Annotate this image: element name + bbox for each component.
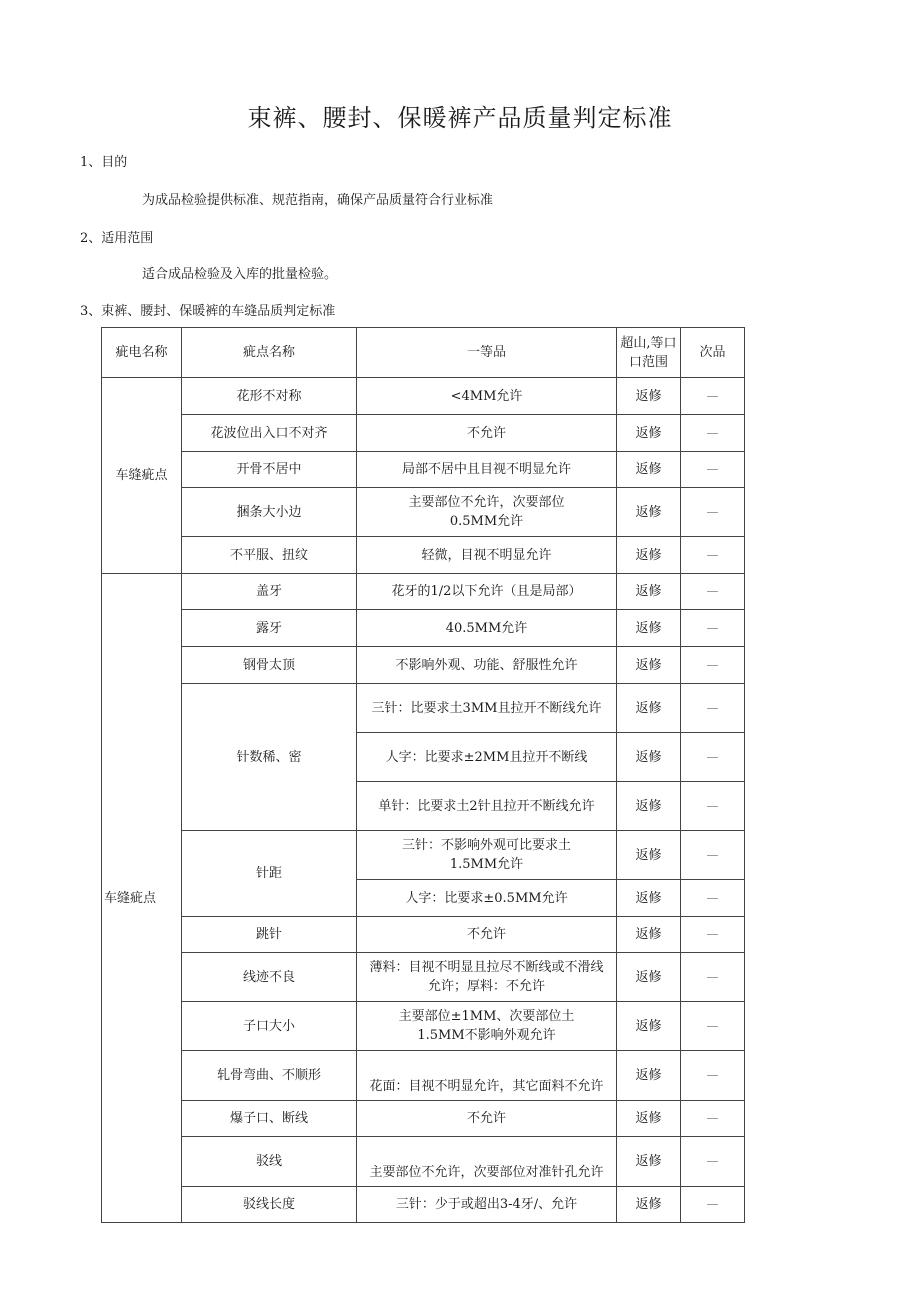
defect-name: 钢骨太顶 <box>182 647 357 684</box>
table-row <box>102 831 745 880</box>
defect-cell: — <box>681 733 745 782</box>
first-grade-standard: 三针：少于或超出3-4牙/、允许 <box>357 1187 617 1223</box>
first-grade-standard: 人字：比要求±2MM且拉开不断线 <box>357 733 617 782</box>
header-first-grade: 一等品 <box>357 328 617 378</box>
table-row <box>102 1101 745 1137</box>
standard-line: 允许；厚料：不允许 <box>427 979 545 994</box>
result-cell: 返修 <box>617 880 681 917</box>
result-cell: 返修 <box>617 415 681 452</box>
standard-line: 主要部位不允许，次要部位 <box>408 495 565 510</box>
table-row <box>102 684 745 733</box>
first-grade-standard: 花牙的1/2以下允许（且是局部） <box>357 574 617 610</box>
defect-cell: — <box>681 415 745 452</box>
standard-line: 薄料：目视不明显且拉尽不断线或不滑线 <box>369 960 604 975</box>
table-row <box>102 647 745 684</box>
result-cell: 返修 <box>617 1187 681 1223</box>
defect-name: 不平服、扭纹 <box>182 537 357 574</box>
defect-cell: — <box>681 378 745 415</box>
defect-name: 线迹不良 <box>182 953 357 1002</box>
defect-cell: — <box>681 953 745 1002</box>
first-grade-standard: 单针：比要求土2针且拉开不断线允许 <box>357 782 617 831</box>
result-cell: 返修 <box>617 610 681 647</box>
defect-cell: — <box>681 610 745 647</box>
table-row <box>102 574 745 610</box>
group-category: 车缝疵点 <box>102 378 182 574</box>
result-cell: 返修 <box>617 733 681 782</box>
defect-name: 驳线 <box>182 1137 357 1187</box>
defect-cell: — <box>681 574 745 610</box>
defect-cell: — <box>681 917 745 953</box>
result-cell: 返修 <box>617 953 681 1002</box>
defect-name: 驳线长度 <box>182 1187 357 1223</box>
defect-cell: — <box>681 880 745 917</box>
first-grade-standard: 不允许 <box>357 415 617 452</box>
result-cell: 返修 <box>617 1051 681 1101</box>
first-grade-standard: 主要部位不允许，次要部位对准针孔允许 <box>357 1137 617 1187</box>
defect-cell: — <box>681 684 745 733</box>
defect-cell: — <box>681 537 745 574</box>
first-grade-standard: 三针：比要求土3MM且拉开不断线允许 <box>357 684 617 733</box>
defect-cell: — <box>681 1187 745 1223</box>
standard-line: 1.5MM允许 <box>449 857 524 872</box>
table-row <box>102 1137 745 1187</box>
first-grade-standard: 不影响外观、功能、舒服性允许 <box>357 647 617 684</box>
table-row <box>102 537 745 574</box>
first-grade-standard: 不允许 <box>357 1101 617 1137</box>
first-grade-standard: 局部不居中且目视不明显允许 <box>357 452 617 488</box>
defect-cell: — <box>681 1137 745 1187</box>
first-grade-standard: 花面：目视不明显允许，其它面料不允许 <box>357 1051 617 1101</box>
defect-cell: — <box>681 831 745 880</box>
quality-standard-table <box>101 327 745 1223</box>
defect-cell: — <box>681 488 745 537</box>
first-grade-standard <box>357 831 617 880</box>
defect-name: 花波位出入口不对齐 <box>182 415 357 452</box>
defect-name: 爆子口、断线 <box>182 1101 357 1137</box>
result-cell: 返修 <box>617 782 681 831</box>
section-1-text: 为成品检验提供标准、规范指南，确保产品质量符合行业标准 <box>142 193 494 208</box>
result-cell: 返修 <box>617 831 681 880</box>
table-row <box>102 378 745 415</box>
header-out-of-range: 超山,等口口范围 <box>617 328 681 378</box>
defect-name: 轧骨弯曲、不顺形 <box>182 1051 357 1101</box>
defect-name: 针距 <box>182 831 357 917</box>
section-3-heading: 3、束裤、腰封、保暖裤的车缝品质判定标准 <box>80 304 336 319</box>
group-category: 车缝疵点 <box>102 574 182 1223</box>
section-2-heading: 2、适用范围 <box>80 231 154 246</box>
table-header-row <box>102 328 745 378</box>
result-cell: 返修 <box>617 1137 681 1187</box>
defect-cell: — <box>681 1051 745 1101</box>
table-row <box>102 953 745 1002</box>
table-row <box>102 610 745 647</box>
defect-cell: — <box>681 1002 745 1051</box>
defect-name: 跳针 <box>182 917 357 953</box>
result-cell: 返修 <box>617 1002 681 1051</box>
defect-name: 花形不对称 <box>182 378 357 415</box>
first-grade-standard: <4MM允许 <box>357 378 617 415</box>
defect-name: 开骨不居中 <box>182 452 357 488</box>
defect-cell: — <box>681 647 745 684</box>
defect-name: 捆条大小边 <box>182 488 357 537</box>
result-cell: 返修 <box>617 537 681 574</box>
header-defect-name: 疵点名称 <box>182 328 357 378</box>
defect-name: 针数稀、密 <box>182 684 357 831</box>
defect-name: 盖牙 <box>182 574 357 610</box>
defect-name: 露牙 <box>182 610 357 647</box>
section-2-text: 适合成品检验及入库的批量检验。 <box>142 267 338 282</box>
result-cell: 返修 <box>617 488 681 537</box>
header-category: 疵电名称 <box>102 328 182 378</box>
standard-line: 0.5MM允许 <box>449 514 524 529</box>
defect-name: 子口大小 <box>182 1002 357 1051</box>
result-cell: 返修 <box>617 378 681 415</box>
defect-cell: — <box>681 1101 745 1137</box>
result-cell: 返修 <box>617 647 681 684</box>
defect-cell: — <box>681 782 745 831</box>
defect-cell: — <box>681 452 745 488</box>
first-grade-standard: 不允许 <box>357 917 617 953</box>
result-cell: 返修 <box>617 452 681 488</box>
first-grade-standard: 人字：比要求±0.5MM允许 <box>357 880 617 917</box>
first-grade-standard <box>357 953 617 1002</box>
table-row <box>102 917 745 953</box>
table-row <box>102 1187 745 1223</box>
standard-line: 1.5MM不影响外观允许 <box>417 1028 556 1043</box>
standard-line: 三针：不影响外观可比要求土 <box>401 838 571 853</box>
first-grade-standard: 40.5MM允许 <box>357 610 617 647</box>
table-row <box>102 452 745 488</box>
table-row <box>102 415 745 452</box>
table-row <box>102 1002 745 1051</box>
first-grade-standard: 轻微，目视不明显允许 <box>357 537 617 574</box>
first-grade-standard <box>357 1002 617 1051</box>
table-row <box>102 488 745 537</box>
document-title: 束裤、腰封、保暖裤产品质量判定标准 <box>247 104 673 132</box>
table-row <box>102 1051 745 1101</box>
section-1-heading: 1、目的 <box>80 155 128 170</box>
first-grade-standard <box>357 488 617 537</box>
header-defective: 次品 <box>681 328 745 378</box>
result-cell: 返修 <box>617 1101 681 1137</box>
result-cell: 返修 <box>617 574 681 610</box>
result-cell: 返修 <box>617 917 681 953</box>
result-cell: 返修 <box>617 684 681 733</box>
standard-line: 主要部位±1MM、次要部位土 <box>398 1009 575 1024</box>
